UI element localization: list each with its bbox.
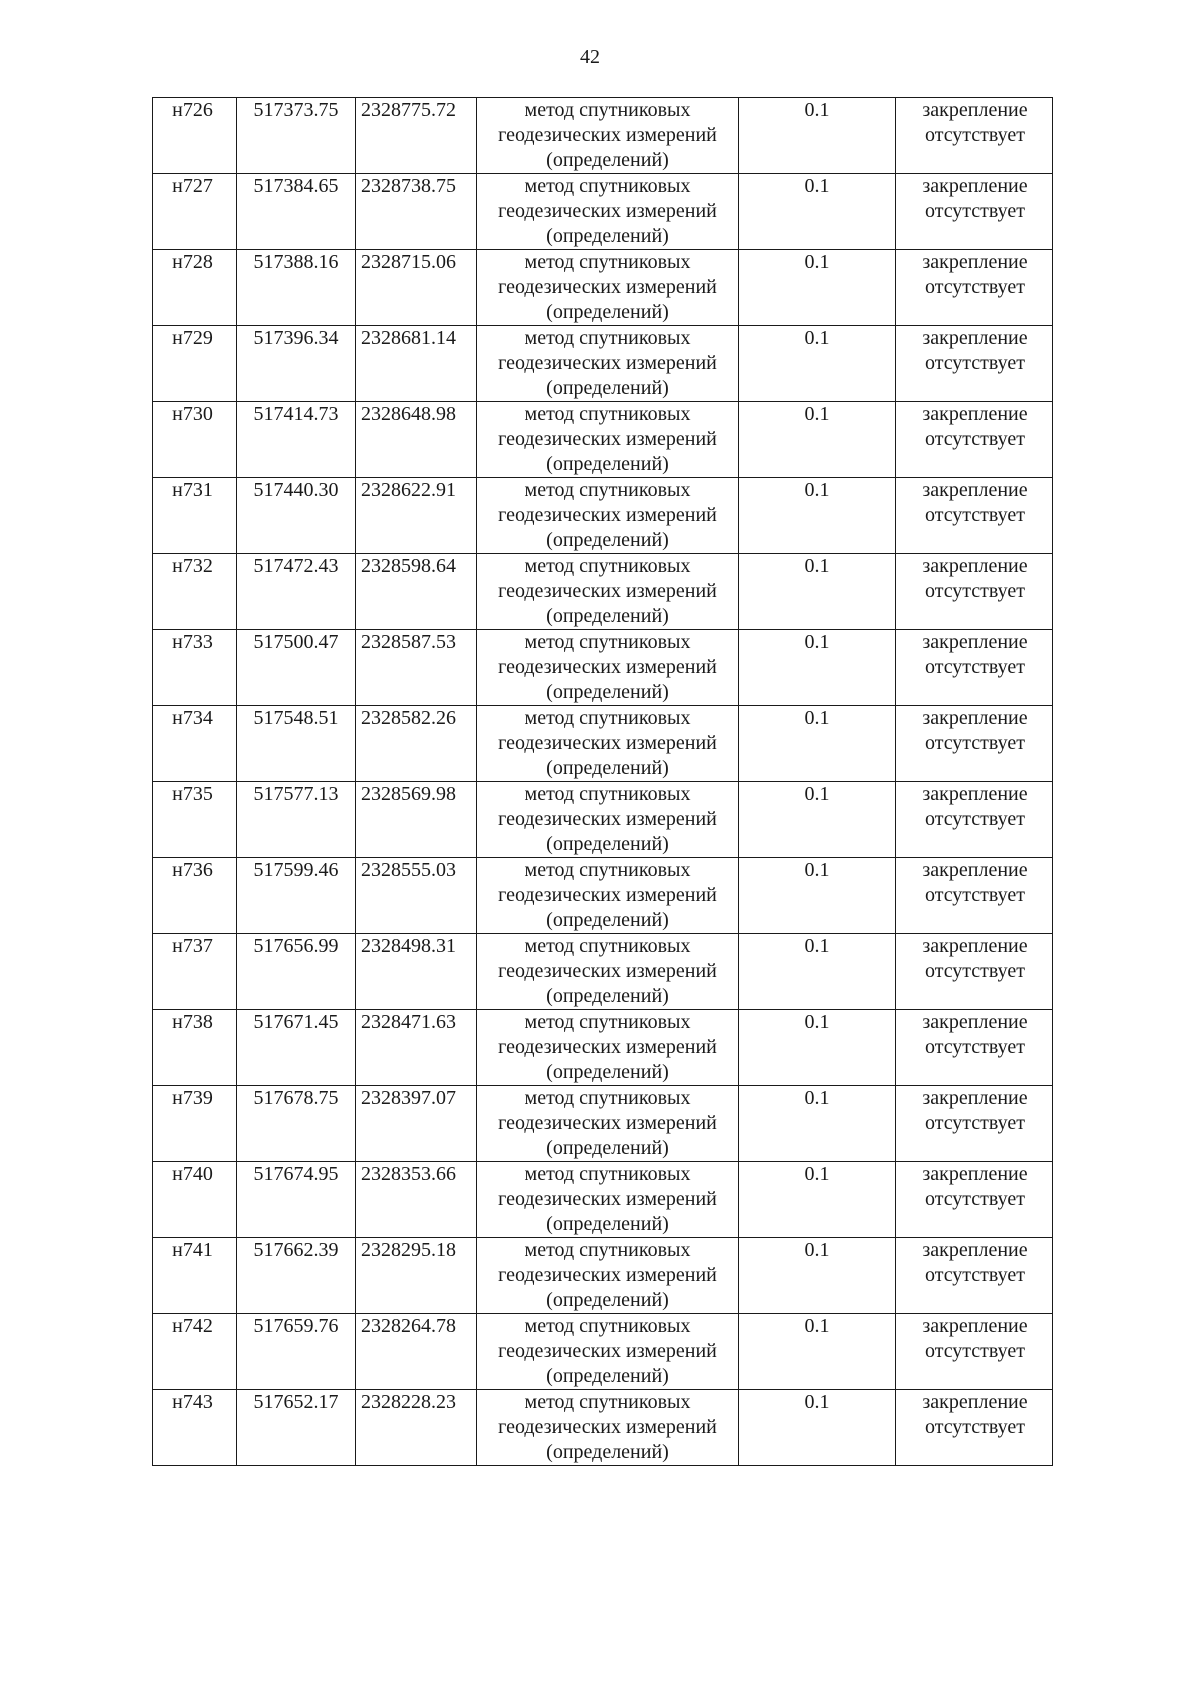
table-row bbox=[153, 934, 1053, 1010]
table-row bbox=[153, 630, 1053, 706]
x-coordinate-cell: 517373.75 bbox=[237, 98, 356, 174]
table-row bbox=[153, 1238, 1053, 1314]
x-coordinate-cell: 517577.13 bbox=[237, 782, 356, 858]
x-coordinate-cell: 517671.45 bbox=[237, 1010, 356, 1086]
precision-cell: 0.1 bbox=[739, 858, 896, 934]
method-cell: метод спутниковых геодезических измерений (определений) bbox=[477, 706, 739, 782]
precision-cell: 0.1 bbox=[739, 250, 896, 326]
y-coordinate-cell: 2328582.26 bbox=[356, 706, 477, 782]
precision-cell: 0.1 bbox=[739, 326, 896, 402]
fixing-cell: закрепление отсутствует bbox=[896, 98, 1053, 174]
point-id-cell: н728 bbox=[153, 250, 237, 326]
y-coordinate-cell: 2328681.14 bbox=[356, 326, 477, 402]
coordinates-table bbox=[152, 97, 1053, 1466]
fixing-cell: закрепление отсутствует bbox=[896, 1314, 1053, 1390]
y-coordinate-cell: 2328295.18 bbox=[356, 1238, 477, 1314]
fixing-cell: закрепление отсутствует bbox=[896, 402, 1053, 478]
fixing-cell: закрепление отсутствует bbox=[896, 250, 1053, 326]
table-row bbox=[153, 326, 1053, 402]
method-cell: метод спутниковых геодезических измерений (определений) bbox=[477, 174, 739, 250]
fixing-cell: закрепление отсутствует bbox=[896, 706, 1053, 782]
fixing-cell: закрепление отсутствует bbox=[896, 478, 1053, 554]
table-row bbox=[153, 554, 1053, 630]
method-cell: метод спутниковых геодезических измерений (определений) bbox=[477, 1238, 739, 1314]
precision-cell: 0.1 bbox=[739, 1314, 896, 1390]
y-coordinate-cell: 2328775.72 bbox=[356, 98, 477, 174]
table-row bbox=[153, 98, 1053, 174]
table-row bbox=[153, 1010, 1053, 1086]
x-coordinate-cell: 517440.30 bbox=[237, 478, 356, 554]
fixing-cell: закрепление отсутствует bbox=[896, 326, 1053, 402]
point-id-cell: н726 bbox=[153, 98, 237, 174]
method-cell: метод спутниковых геодезических измерений (определений) bbox=[477, 858, 739, 934]
method-cell: метод спутниковых геодезических измерений (определений) bbox=[477, 478, 739, 554]
x-coordinate-cell: 517396.34 bbox=[237, 326, 356, 402]
point-id-cell: н740 bbox=[153, 1162, 237, 1238]
y-coordinate-cell: 2328471.63 bbox=[356, 1010, 477, 1086]
table-row bbox=[153, 1390, 1053, 1466]
method-cell: метод спутниковых геодезических измерений (определений) bbox=[477, 98, 739, 174]
y-coordinate-cell: 2328587.53 bbox=[356, 630, 477, 706]
table-row bbox=[153, 402, 1053, 478]
table-row bbox=[153, 250, 1053, 326]
x-coordinate-cell: 517388.16 bbox=[237, 250, 356, 326]
y-coordinate-cell: 2328598.64 bbox=[356, 554, 477, 630]
x-coordinate-cell: 517599.46 bbox=[237, 858, 356, 934]
x-coordinate-cell: 517384.65 bbox=[237, 174, 356, 250]
point-id-cell: н742 bbox=[153, 1314, 237, 1390]
precision-cell: 0.1 bbox=[739, 1238, 896, 1314]
method-cell: метод спутниковых геодезических измерений (определений) bbox=[477, 250, 739, 326]
point-id-cell: н738 bbox=[153, 1010, 237, 1086]
x-coordinate-cell: 517674.95 bbox=[237, 1162, 356, 1238]
method-cell: метод спутниковых геодезических измерений (определений) bbox=[477, 1086, 739, 1162]
precision-cell: 0.1 bbox=[739, 554, 896, 630]
y-coordinate-cell: 2328498.31 bbox=[356, 934, 477, 1010]
method-cell: метод спутниковых геодезических измерений (определений) bbox=[477, 326, 739, 402]
x-coordinate-cell: 517652.17 bbox=[237, 1390, 356, 1466]
precision-cell: 0.1 bbox=[739, 174, 896, 250]
fixing-cell: закрепление отсутствует bbox=[896, 1010, 1053, 1086]
precision-cell: 0.1 bbox=[739, 1010, 896, 1086]
y-coordinate-cell: 2328353.66 bbox=[356, 1162, 477, 1238]
table-row bbox=[153, 174, 1053, 250]
fixing-cell: закрепление отсутствует bbox=[896, 554, 1053, 630]
point-id-cell: н731 bbox=[153, 478, 237, 554]
precision-cell: 0.1 bbox=[739, 706, 896, 782]
point-id-cell: н730 bbox=[153, 402, 237, 478]
method-cell: метод спутниковых геодезических измерений (определений) bbox=[477, 1010, 739, 1086]
table-row bbox=[153, 1314, 1053, 1390]
point-id-cell: н733 bbox=[153, 630, 237, 706]
fixing-cell: закрепление отсутствует bbox=[896, 1238, 1053, 1314]
method-cell: метод спутниковых геодезических измерений (определений) bbox=[477, 1314, 739, 1390]
y-coordinate-cell: 2328397.07 bbox=[356, 1086, 477, 1162]
method-cell: метод спутниковых геодезических измерений (определений) bbox=[477, 934, 739, 1010]
fixing-cell: закрепление отсутствует bbox=[896, 858, 1053, 934]
point-id-cell: н743 bbox=[153, 1390, 237, 1466]
y-coordinate-cell: 2328569.98 bbox=[356, 782, 477, 858]
x-coordinate-cell: 517662.39 bbox=[237, 1238, 356, 1314]
y-coordinate-cell: 2328555.03 bbox=[356, 858, 477, 934]
point-id-cell: н737 bbox=[153, 934, 237, 1010]
coordinates-table-body bbox=[153, 98, 1053, 1466]
method-cell: метод спутниковых геодезических измерений (определений) bbox=[477, 782, 739, 858]
table-row bbox=[153, 1162, 1053, 1238]
table-row bbox=[153, 782, 1053, 858]
point-id-cell: н736 bbox=[153, 858, 237, 934]
y-coordinate-cell: 2328738.75 bbox=[356, 174, 477, 250]
y-coordinate-cell: 2328715.06 bbox=[356, 250, 477, 326]
x-coordinate-cell: 517548.51 bbox=[237, 706, 356, 782]
y-coordinate-cell: 2328264.78 bbox=[356, 1314, 477, 1390]
x-coordinate-cell: 517678.75 bbox=[237, 1086, 356, 1162]
precision-cell: 0.1 bbox=[739, 934, 896, 1010]
fixing-cell: закрепление отсутствует bbox=[896, 174, 1053, 250]
method-cell: метод спутниковых геодезических измерений (определений) bbox=[477, 630, 739, 706]
table-row bbox=[153, 858, 1053, 934]
point-id-cell: н741 bbox=[153, 1238, 237, 1314]
fixing-cell: закрепление отсутствует bbox=[896, 934, 1053, 1010]
x-coordinate-cell: 517414.73 bbox=[237, 402, 356, 478]
method-cell: метод спутниковых геодезических измерений (определений) bbox=[477, 402, 739, 478]
y-coordinate-cell: 2328228.23 bbox=[356, 1390, 477, 1466]
precision-cell: 0.1 bbox=[739, 1162, 896, 1238]
point-id-cell: н734 bbox=[153, 706, 237, 782]
precision-cell: 0.1 bbox=[739, 782, 896, 858]
precision-cell: 0.1 bbox=[739, 98, 896, 174]
fixing-cell: закрепление отсутствует bbox=[896, 630, 1053, 706]
x-coordinate-cell: 517659.76 bbox=[237, 1314, 356, 1390]
table-row bbox=[153, 1086, 1053, 1162]
fixing-cell: закрепление отсутствует bbox=[896, 1390, 1053, 1466]
fixing-cell: закрепление отсутствует bbox=[896, 1086, 1053, 1162]
precision-cell: 0.1 bbox=[739, 478, 896, 554]
precision-cell: 0.1 bbox=[739, 630, 896, 706]
fixing-cell: закрепление отсутствует bbox=[896, 782, 1053, 858]
method-cell: метод спутниковых геодезических измерений (определений) bbox=[477, 1390, 739, 1466]
point-id-cell: н729 bbox=[153, 326, 237, 402]
precision-cell: 0.1 bbox=[739, 1390, 896, 1466]
point-id-cell: н739 bbox=[153, 1086, 237, 1162]
point-id-cell: н727 bbox=[153, 174, 237, 250]
precision-cell: 0.1 bbox=[739, 1086, 896, 1162]
x-coordinate-cell: 517656.99 bbox=[237, 934, 356, 1010]
table-row bbox=[153, 706, 1053, 782]
fixing-cell: закрепление отсутствует bbox=[896, 1162, 1053, 1238]
point-id-cell: н735 bbox=[153, 782, 237, 858]
page-number: 42 bbox=[580, 46, 600, 68]
table-row bbox=[153, 478, 1053, 554]
y-coordinate-cell: 2328648.98 bbox=[356, 402, 477, 478]
method-cell: метод спутниковых геодезических измерений (определений) bbox=[477, 1162, 739, 1238]
point-id-cell: н732 bbox=[153, 554, 237, 630]
precision-cell: 0.1 bbox=[739, 402, 896, 478]
method-cell: метод спутниковых геодезических измерений (определений) bbox=[477, 554, 739, 630]
y-coordinate-cell: 2328622.91 bbox=[356, 478, 477, 554]
x-coordinate-cell: 517472.43 bbox=[237, 554, 356, 630]
x-coordinate-cell: 517500.47 bbox=[237, 630, 356, 706]
